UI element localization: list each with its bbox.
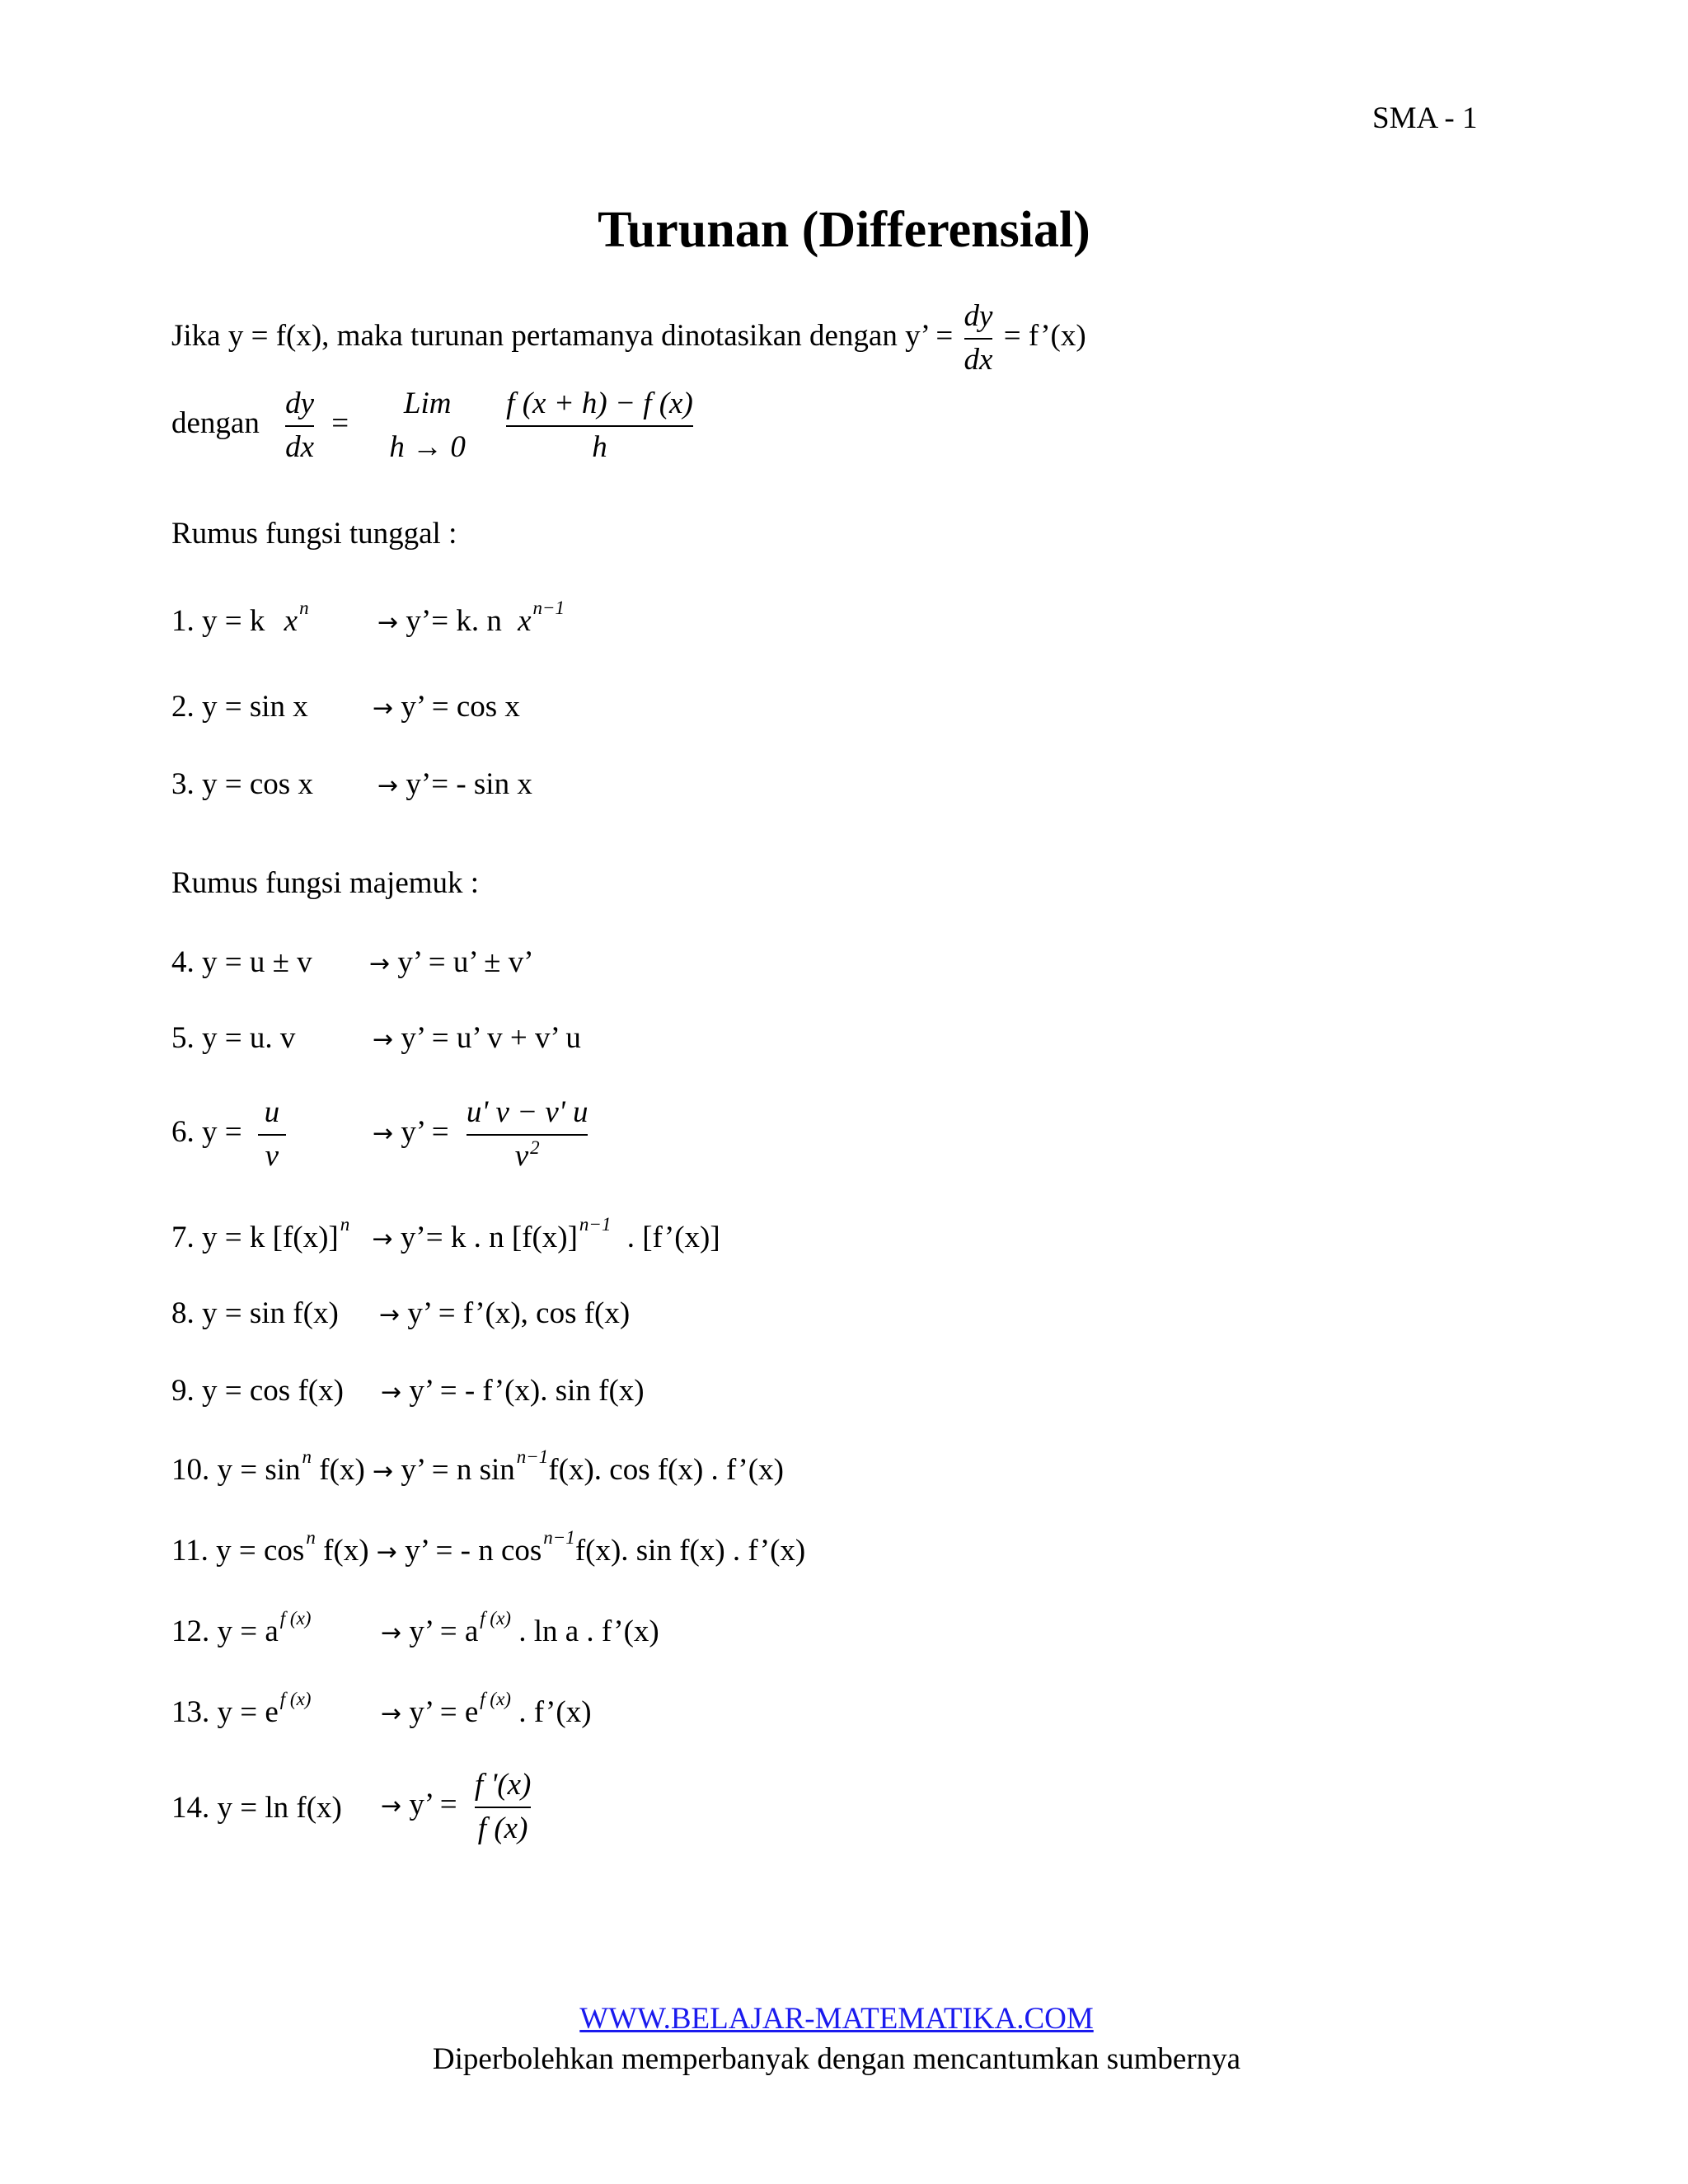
formula-13-rhs [381,1689,592,1730]
formula-exponent: f (x) [480,1689,511,1709]
formula-1-rhs [377,598,565,639]
formula-lhs: 6. y = [171,1115,242,1150]
limit-subscript: h → 0 [389,429,466,464]
formula-rhs-tail: . ln a . f’(x) [518,1615,659,1648]
arrow-icon: → [381,1699,402,1728]
quotient-rule-fraction [467,1096,588,1173]
formula-14: 14. y = ln f(x) [171,1791,342,1825]
formula-lhs: 10. y = sin [171,1453,301,1487]
formula-rhs: y’ = [409,1788,457,1822]
formula-exponent: n−1 [579,1214,612,1235]
fraction-bar [506,425,693,427]
footer-website-link[interactable]: WWW.BELAJAR-MATEMATIKA.COM [579,2002,1094,2036]
formula-4-rhs [369,944,534,980]
formula-rhs: y’ = [401,1115,449,1150]
formula-rhs-tail: f(x). cos f(x) . f’(x) [548,1453,784,1487]
page-header-label: SMA - 1 [1372,101,1478,135]
formula-exponent: n−1 [543,1527,575,1548]
arrow-icon: → [369,949,391,978]
fraction-bar [285,425,314,427]
fraction-numerator: f '(x) [474,1768,532,1802]
formula-2: 2. y = sin x [171,690,308,724]
formula-9: 9. y = cos f(x) [171,1374,344,1408]
formula-rhs-tail: f(x). sin f(x) . f’(x) [574,1534,806,1568]
fraction-numerator: dy [285,387,315,420]
fraction-bar [475,1807,532,1808]
arrow-icon: → [373,1457,394,1486]
formula-exponent: n [340,1214,350,1235]
arrow-icon: → [379,1301,401,1329]
fraction-numerator: dy [964,299,993,333]
difference-quotient [506,387,693,464]
intro-line [171,300,1086,377]
intro-result: = f’(x) [1003,319,1086,354]
arrow-icon: → [381,1378,402,1407]
formula-8-rhs [379,1296,630,1331]
formula-12 [171,1608,312,1649]
fraction-bar [258,1134,286,1136]
fraction-denominator: dx [964,342,993,377]
formula-exponent: f (x) [480,1608,511,1629]
formula-4: 4. y = u ± v [171,945,312,979]
fraction-denominator: f (x) [477,1811,528,1845]
formula-rhs: y’= - sin x [406,767,532,801]
formula-lhs: 13. y = e [171,1695,279,1729]
formula-exponent: n [302,1446,312,1467]
denominator-base: v [514,1138,529,1173]
formula-lhs: 11. y = cos [171,1534,305,1568]
limit-label: dengan [171,406,260,441]
fraction-denominator: h [592,429,607,464]
formula-2-rhs [373,689,520,724]
formula-lhs: 12. y = a [171,1615,279,1648]
formula-rhs-tail: . f’(x) [518,1695,592,1729]
formula-lhs: 1. y = k [171,604,265,638]
limit-dy-dx-fraction [285,387,314,464]
formula-rhs: y’= k. n [406,604,502,638]
limit-equals: = [331,406,349,441]
formula-14-rhs [381,1769,531,1845]
formula-exponent: n−1 [516,1446,549,1467]
arrow-icon: → [381,1619,402,1647]
document-title: Turunan (Differensial) [598,202,1090,258]
formula-rhs: y’ = e [409,1695,479,1729]
formula-3: 3. y = cos x [171,767,313,801]
formula-x: x [518,604,532,638]
formula-7 [171,1214,720,1255]
arrow-icon: → [376,1538,397,1567]
arrow-icon: → [373,694,394,723]
u-over-v-fraction [258,1096,286,1173]
fraction-denominator: v [265,1138,279,1173]
arrow-icon: → [377,608,399,637]
arrow-icon: → [373,1119,394,1149]
fraction-denominator [467,1137,588,1174]
formula-rhs: y’ = u’ ± v’ [397,945,534,979]
formula-11 [171,1527,806,1568]
section-compound-functions: Rumus fungsi majemuk : [171,866,480,900]
log-derivative-fraction [475,1769,532,1845]
formula-rhs: y’ = - f’(x). sin f(x) [409,1374,645,1408]
formula-5-rhs [373,1020,581,1056]
formula-lhs: 7. y = k [f(x)] [171,1221,339,1254]
limit-spacer [389,425,466,427]
formula-exponent: f (x) [279,1689,312,1709]
fraction-denominator: dx [285,429,315,464]
section-single-functions: Rumus fungsi tunggal : [171,517,457,551]
limit-definition [171,387,693,464]
formula-rhs: y’ = n sin [401,1453,515,1487]
fraction-numerator: u' v − v' u [466,1095,588,1129]
formula-5: 5. y = u. v [171,1021,296,1055]
formula-13 [171,1689,312,1730]
intro-text: Jika y = f(x), maka turunan pertamanya dinotasikan dengan y’ = [171,319,954,354]
formula-rhs: y’ = u’ v + v’ u [401,1021,581,1055]
formula-12-rhs [381,1608,659,1649]
formula-10 [171,1446,784,1488]
formula-1 [171,598,309,639]
formula-rhs-tail: . [f’(x)] [626,1221,720,1254]
formula-rhs: y’ = - n cos [405,1534,542,1568]
formula-exponent: n−1 [532,598,565,618]
fraction-numerator: f (x + h) − f (x) [506,387,693,420]
formula-exponent: n [306,1527,316,1548]
formula-exponent: f (x) [279,1608,312,1629]
denominator-exponent: 2 [530,1137,540,1158]
formula-rhs: y’ = f’(x), cos f(x) [407,1296,631,1330]
arrow-icon: → [377,771,399,800]
arrow-icon: → [373,1025,394,1054]
fraction-bar [467,1134,588,1136]
fraction-bar [964,338,993,340]
footer-copyright-note: Diperbolehkan memperbanyak dengan mencantumkan sumbernya [432,2042,1241,2076]
formula-6 [171,1096,286,1173]
formula-x: x [284,604,298,638]
formula-9-rhs [381,1373,645,1408]
formula-lhs-arg: f(x) [323,1534,369,1568]
formula-6-rhs [373,1096,588,1173]
formula-8: 8. y = sin f(x) [171,1296,339,1330]
formula-rhs: y’ = cos x [401,690,520,724]
formula-lhs-arg: f(x) [319,1453,365,1487]
arrow-icon: → [372,1225,393,1254]
formula-rhs: y’= k . n [f(x)] [400,1221,578,1254]
formula-rhs: y’ = a [409,1615,479,1648]
formula-3-rhs [377,766,532,802]
limit-operator [389,387,466,464]
fraction-numerator: u [264,1095,280,1129]
formula-exponent: n [299,598,309,618]
dy-dx-fraction [964,300,993,377]
arrow-icon: → [381,1792,402,1821]
limit-lim: Lim [403,387,452,420]
